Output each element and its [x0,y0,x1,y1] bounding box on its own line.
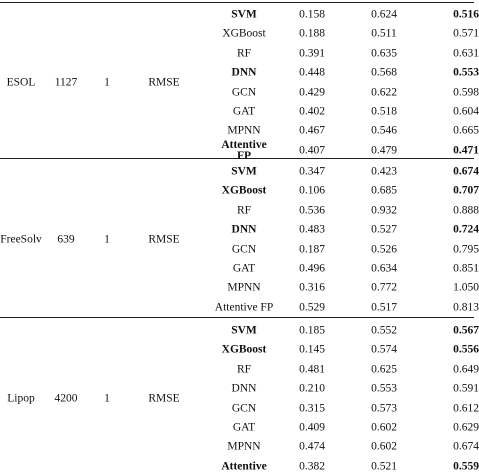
value-cell: 0.625 [371,363,397,376]
value-cell: 0.553 [371,382,397,395]
value-cell: 0.529 [299,301,325,314]
model-name: DNN [231,223,257,236]
value-cell: 0.559 [453,460,479,473]
model-name: DNN [231,382,257,395]
value-cell: 0.707 [453,184,479,197]
dataset-tasks: 1 [104,392,110,405]
model-name: GAT [232,262,256,275]
model-name: GAT [232,421,256,434]
value-cell: 0.685 [371,184,397,197]
value-cell: 0.382 [299,460,325,473]
value-cell: 0.624 [371,8,397,21]
value-cell: 0.391 [299,47,325,60]
model-name: SVM [231,8,257,21]
value-cell: 0.536 [299,204,325,217]
value-cell: 0.724 [453,223,479,236]
model-name: MPNN [227,281,261,294]
value-cell: 0.526 [371,243,397,256]
value-cell: 0.210 [299,382,325,395]
model-name: XGBoost [221,184,267,197]
value-cell: 0.553 [453,66,479,79]
model-name: GCN [231,243,257,256]
value-cell: 0.409 [299,421,325,434]
value-cell: 0.187 [299,243,325,256]
value-cell: 0.517 [371,301,397,314]
model-name: SVM [231,324,257,337]
value-cell: 0.649 [453,363,479,376]
value-cell: 0.316 [299,281,325,294]
model-name: GCN [231,402,257,415]
value-cell: 0.851 [453,262,479,275]
value-cell: 0.158 [299,8,325,21]
value-cell: 0.813 [453,301,479,314]
value-cell: 0.521 [371,460,397,473]
model-name: Attentive FP [221,138,267,162]
value-cell: 0.631 [453,47,479,60]
value-cell: 0.573 [371,402,397,415]
dataset-metric: RMSE [148,392,180,405]
model-name: GCN [231,86,257,99]
value-cell: 0.188 [299,27,325,40]
value-cell: 0.471 [453,144,479,157]
value-cell: 0.622 [371,86,397,99]
value-cell: 0.407 [299,144,325,157]
model-name: XGBoost [222,27,266,40]
value-cell: 0.612 [453,402,479,415]
value-cell: 0.567 [453,324,479,337]
value-cell: 0.106 [299,184,325,197]
model-name: RF [236,47,252,60]
value-cell: 0.556 [453,343,479,356]
dataset-name: FreeSolv [0,233,42,246]
value-cell: 0.511 [371,27,397,40]
model-name: DNN [231,66,257,79]
value-cell: 0.518 [371,105,397,118]
value-cell: 0.479 [371,144,397,157]
model-name: RF [236,363,252,376]
dataset-metric: RMSE [148,233,180,246]
value-cell: 0.602 [371,421,397,434]
dataset-metric: RMSE [148,76,180,89]
value-cell: 0.568 [371,66,397,79]
model-name: GAT [232,105,256,118]
value-cell: 0.629 [453,421,479,434]
value-cell: 0.674 [453,440,479,453]
model-name: Attentive FP [214,301,274,314]
value-cell: 0.772 [371,281,397,294]
value-cell: 0.315 [299,402,325,415]
dataset-tasks: 1 [104,76,110,89]
model-name: RF [236,204,252,217]
value-cell: 0.516 [453,8,479,21]
value-cell: 0.604 [453,105,479,118]
top-rule [0,2,474,3]
dataset-size: 639 [57,233,75,246]
value-cell: 0.598 [453,86,479,99]
model-name: XGBoost [221,343,267,356]
value-cell: 0.474 [299,440,325,453]
dataset-name: ESOL [6,76,36,89]
value-cell: 0.527 [371,223,397,236]
dataset-name: Lipop [7,392,35,405]
value-cell: 0.185 [299,324,325,337]
value-cell: 0.347 [299,165,325,178]
value-cell: 0.402 [299,105,325,118]
value-cell: 0.635 [371,47,397,60]
value-cell: 0.448 [299,66,325,79]
model-name: MPNN [227,440,261,453]
value-cell: 0.496 [299,262,325,275]
value-cell: 0.634 [371,262,397,275]
value-cell: 0.795 [453,243,479,256]
value-cell: 0.602 [371,440,397,453]
model-name: MPNN [227,124,261,137]
value-cell: 0.888 [453,204,479,217]
value-cell: 0.423 [371,165,397,178]
value-cell: 0.591 [453,382,479,395]
value-cell: 0.145 [299,343,325,356]
value-cell: 1.050 [453,281,479,294]
dataset-tasks: 1 [104,233,110,246]
value-cell: 0.665 [453,124,479,137]
value-cell: 0.467 [299,124,325,137]
value-cell: 0.483 [299,223,325,236]
value-cell: 0.574 [371,343,397,356]
dataset-separator-rule [0,317,474,318]
dataset-size: 4200 [54,392,78,405]
value-cell: 0.546 [371,124,397,137]
model-name: Attentive [221,460,267,473]
value-cell: 0.481 [299,363,325,376]
value-cell: 0.429 [299,86,325,99]
value-cell: 0.674 [453,165,479,178]
dataset-size: 1127 [54,76,78,89]
value-cell: 0.571 [453,27,479,40]
value-cell: 0.932 [371,204,397,217]
value-cell: 0.552 [371,324,397,337]
model-name: SVM [231,165,257,178]
